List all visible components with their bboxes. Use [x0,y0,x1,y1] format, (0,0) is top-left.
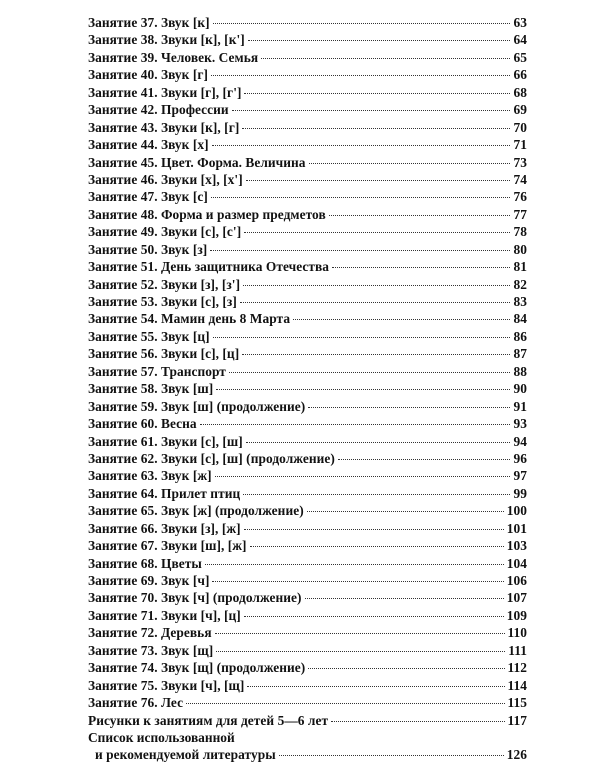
toc-entry-page: 117 [507,712,527,728]
toc-entry-page: 96 [513,450,527,466]
toc-entry-page: 64 [513,32,527,48]
dot-leader [338,459,510,460]
toc-entry-page: 126 [506,747,527,763]
toc-entry[interactable] [88,328,527,345]
toc-entry[interactable] [88,398,527,415]
toc-entry-label: Занятие 50. Звук [з] [88,241,208,257]
toc-entry[interactable] [88,467,527,484]
toc-entry[interactable] [88,589,527,606]
toc-entry[interactable] [88,624,527,641]
toc-entry-page: 115 [507,695,527,711]
toc-entry[interactable] [88,31,527,48]
toc-entry[interactable] [88,415,527,432]
dot-leader [244,529,504,530]
dot-leader [210,250,510,251]
toc-entry-label: Занятие 43. Звуки [к], [г] [88,119,240,135]
toc-entry[interactable] [88,502,527,519]
toc-entry-label: Занятие 53. Звуки [с], [з] [88,294,237,309]
toc-entry-page: 86 [513,328,527,344]
dot-leader [213,337,510,338]
toc-entry-label: Занятие 68. Цветы [88,555,202,571]
toc-entry-page: 66 [513,67,527,83]
toc-entry-label: Занятие 40. Звук [г] [88,67,208,83]
toc-entry-page: 88 [513,363,527,379]
toc-entry-label: Занятие 58. Звук [ш] [88,381,214,397]
toc-entry[interactable] [88,677,527,694]
toc-entry-label: Занятие 74. Звук [щ] (продолжение) [88,660,306,676]
toc-entry-label: Занятие 44. Звук [х] [88,137,209,153]
toc-entry-label: Занятие 56. Звуки [с], [ц] [88,346,240,362]
toc-entry-page: 84 [513,311,527,327]
dot-leader [248,40,510,41]
toc-entry[interactable] [88,520,527,537]
dot-leader [261,58,510,59]
dot-leader [215,633,505,634]
dot-leader [332,267,510,268]
toc-entry-page: 74 [513,171,527,187]
toc-entry[interactable] [88,642,527,659]
toc-entry-page: 78 [513,224,527,240]
dot-leader [246,442,510,443]
dot-leader [247,686,504,687]
toc-entry-label: Занятие 49. Звуки [с], [с'] [88,224,242,240]
toc-entry-label: Занятие 48. Форма и размер предметов [88,206,326,222]
toc-entry[interactable] [88,154,527,171]
toc-entry-page: 87 [513,346,527,362]
toc-entry-page: 106 [506,573,527,588]
dot-leader [243,494,510,495]
toc-entry[interactable] [88,101,527,118]
toc-entry-page: 70 [513,119,527,135]
dot-leader [186,703,504,704]
toc-entry-page: 111 [508,642,527,658]
toc-entry[interactable] [88,171,527,188]
toc-entry-label: Занятие 60. Весна [88,416,197,432]
dot-leader [242,128,510,129]
dot-leader [244,93,510,94]
toc-entry[interactable] [88,119,527,136]
toc-entry-page: 91 [513,398,527,414]
toc-entry-label: Занятие 64. Прилет птиц [88,485,241,501]
dot-leader [205,564,504,565]
toc-entry-label: Занятие 47. Звук [с] [88,189,208,205]
toc-entry[interactable] [88,572,527,589]
dot-leader [243,285,510,286]
toc-entry[interactable] [88,223,527,240]
toc-entry-label: Занятие 46. Звуки [х], [х'] [88,171,243,187]
toc-entry-label: Занятие 57. Транспорт [88,363,226,379]
dot-leader [200,424,510,425]
toc-entry-page: 110 [507,625,527,641]
toc-entry-label: Занятие 45. Цвет. Форма. Величина [88,154,306,170]
dot-leader [309,163,510,164]
toc-entry[interactable] [88,310,527,327]
toc-entry[interactable] [88,607,527,624]
toc-entry-page: 82 [513,276,527,292]
toc-entry[interactable] [88,659,527,676]
toc-entry-page: 101 [506,520,527,536]
dot-leader [242,354,510,355]
toc-entry[interactable] [88,380,527,397]
toc-entry-page: 81 [513,259,527,275]
toc-entry-label: Занятие 71. Звуки [ч], [ц] [88,607,241,623]
toc-entry-page: 69 [513,102,527,118]
toc-entry-label: Занятие 59. Звук [ш] (продолжение) [88,398,306,414]
dot-leader [211,75,510,76]
dot-leader [331,721,504,722]
dot-leader [279,755,504,756]
toc-entry[interactable] [88,293,527,310]
toc-entry-page: 107 [506,590,527,606]
toc-entry-label: Занятие 55. Звук [ц] [88,328,210,344]
toc-entry[interactable] [88,712,527,729]
toc-entries [88,14,527,729]
toc-entry-label: Занятие 42. Профессии [88,102,229,118]
dot-leader [212,581,503,582]
dot-leader [229,372,510,373]
toc-entry-page: 77 [513,206,527,222]
dot-leader [240,302,510,303]
toc-entry-label: Занятие 41. Звуки [г], [г'] [88,84,242,100]
dot-leader [250,546,504,547]
toc-entry[interactable] [88,537,527,554]
toc-entry-page: 99 [513,485,527,501]
toc-entry[interactable] [88,485,527,502]
toc-entry[interactable] [88,433,527,450]
dot-leader [213,23,510,24]
dot-leader [212,145,510,146]
toc-entry-label: Занятие 63. Звук [ж] [88,468,212,484]
toc-entry[interactable] [88,694,527,711]
toc-entry-label: Занятие 52. Звуки [з], [з'] [88,276,241,292]
toc-entry-label: Рисунки к занятиям для детей 5—6 лет [88,712,329,728]
toc-entry-page: 93 [513,416,527,432]
toc-entry-label: Занятие 76. Лес [88,695,184,711]
dot-leader [246,180,510,181]
toc-entry-page: 73 [513,154,527,170]
toc-entry[interactable] [88,276,527,293]
toc-entry-page: 109 [506,607,527,623]
toc-entry-label: Занятие 69. Звук [ч] [88,573,210,588]
toc-entry-page: 103 [506,538,527,554]
toc-entry-page: 83 [513,294,527,309]
toc-entry-label: Занятие 70. Звук [ч] (продолжение) [88,590,302,606]
toc-entry[interactable] [88,136,527,153]
toc-entry[interactable] [88,49,527,66]
toc-entry-label: Занятие 61. Звуки [с], [ш] [88,433,243,449]
toc-entry-page: 65 [513,49,527,65]
toc-entry-page: 63 [513,15,527,30]
toc-entry-page: 97 [513,468,527,484]
toc-entry-label: Занятие 38. Звуки [к], [к'] [88,32,245,48]
dot-leader [244,616,504,617]
literature-title-line1: Список использованной [88,729,235,745]
toc-entry-page: 76 [513,189,527,205]
toc-entry-literature[interactable] [88,746,527,763]
toc-entry[interactable] [88,241,527,258]
table-of-contents [88,14,527,764]
toc-entry-label: Занятие 65. Звук [ж] (продолжение) [88,503,304,519]
toc-entry[interactable] [88,450,527,467]
dot-leader [244,232,510,233]
toc-entry-label: Занятие 75. Звуки [ч], [щ] [88,677,245,693]
toc-entry-label: Занятие 54. Мамин день 8 Марта [88,311,291,327]
dot-leader [308,668,504,669]
toc-entry-page: 68 [513,84,527,100]
toc-entry[interactable] [88,555,527,572]
toc-entry-label: Занятие 72. Деревья [88,625,212,641]
toc-entry[interactable] [88,84,527,101]
toc-entry-page: 94 [513,433,527,449]
dot-leader [232,110,510,111]
toc-entry-page: 100 [506,503,527,519]
toc-entry-label: Занятие 67. Звуки [ш], [ж] [88,538,247,554]
toc-entry-label: Занятие 39. Человек. Семья [88,49,259,65]
toc-entry-page: 90 [513,381,527,397]
toc-entry-label: Занятие 51. День защитника Отечества [88,259,330,275]
toc-entry-label: Занятие 73. Звук [щ] [88,642,214,658]
dot-leader [305,598,504,599]
toc-entry[interactable] [88,258,527,275]
toc-entry-label: Занятие 37. Звук [к] [88,15,210,30]
toc-entry-page: 71 [513,137,527,153]
dot-leader [307,511,504,512]
toc-entry-page: 104 [506,555,527,571]
toc-entry[interactable] [88,363,527,380]
dot-leader [308,407,510,408]
dot-leader [211,197,510,198]
toc-entry[interactable] [88,188,527,205]
toc-entry[interactable] [88,14,527,31]
toc-entry-label: и рекомендуемой литературы [95,747,276,763]
dot-leader [216,389,510,390]
toc-entry-label: Занятие 66. Звуки [з], [ж] [88,520,241,536]
toc-entry-page: 112 [507,660,527,676]
toc-entry[interactable] [88,345,527,362]
toc-entry[interactable] [88,206,527,223]
dot-leader [215,476,510,477]
toc-entry-page: 80 [513,241,527,257]
dot-leader [293,319,510,320]
toc-entry-page: 114 [507,677,527,693]
toc-entry[interactable] [88,66,527,83]
toc-entry-label: Занятие 62. Звуки [с], [ш] (продолжение) [88,450,335,466]
dot-leader [329,215,510,216]
dot-leader [216,651,505,652]
